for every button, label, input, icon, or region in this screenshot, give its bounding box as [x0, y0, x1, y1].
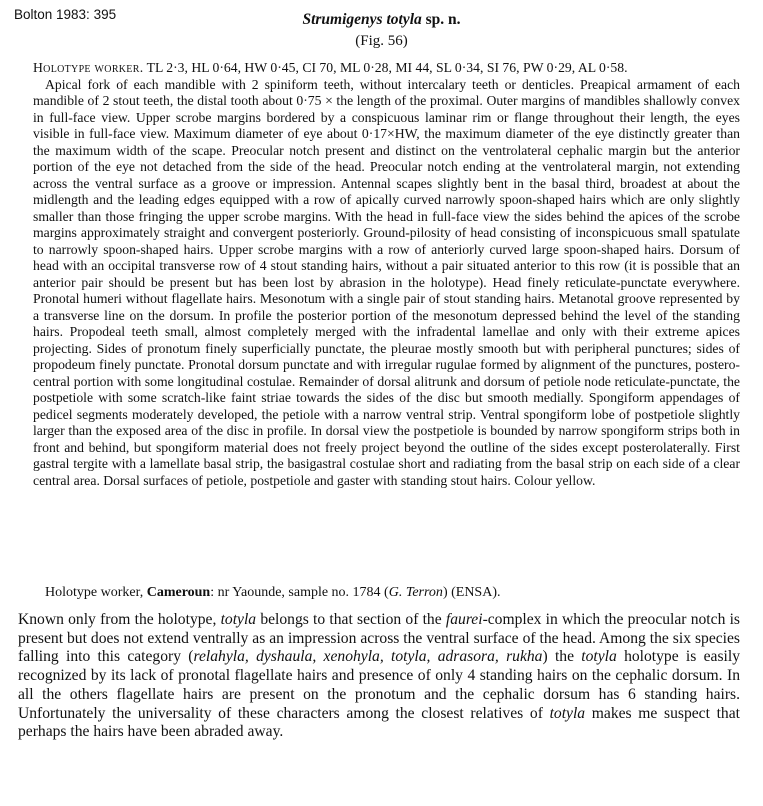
- discussion-text: holotype is easily recognized by its lack of pronotal flagellate hairs and presence of only 4 standing hairs on the cephalic dorsum. In all the others flagellate hairs are present on the pronotum and the cephalic dorsum has 6 standing hairs. Unfortunately the universality of these characters among the closest relatives of: [18, 648, 740, 722]
- holotype-prefix: Holotype worker,: [45, 585, 147, 600]
- discussion: [18, 611, 740, 742]
- holotype-collector: G. Terron: [388, 585, 443, 600]
- species-name: Strumigenys totyla: [302, 11, 422, 28]
- measurements-label: Holotype worker.: [33, 60, 144, 75]
- description-paragraph: Apical fork of each mandible with 2 spiniform teeth, without intercalary teeth or denticles. Preapical armament of each mandible of 2 stout teeth, the distal tooth about 0·75 × the length of the proximal. Outer margins of mandibles shallowly convex in full-face view. Upper scrobe margins bordered by a conspicuous laminar rim or flange throughout their length, the eyes visible in full-face view. Maximum diameter of eye about 0·17×HW, the maximum diameter of the eye distinctly greater than the maximum width of the scape. Preocular notch present and distinct on the ventrolateral cephalic margin but the anterior portion of the eye not detached from the side of the head. Preocular notch ending at the ventrolateral margin, not extending across the ventral surface as a groove or impression. Antennal scapes slightly bent in the basal third, broadest at about the midlength and the leading edges equipped with a row of apically curved narrowly spoon-shaped hairs which are only slightly smaller than those fringing the upper scrobe margins. With the head in full-face view the sides behind the apices of the scrobe margins approximately straight and convergent posteriorly. Ground-pilosity of head consisting of inconspicuous small spatulate to narrowly spoon-shaped hairs. Upper scrobe margins with a row of anteriorly curved large spoon-shaped hairs. Dorsum of head with an occipital transverse row of 4 stout standing hairs, without a pair situated anterior to this row (it is possible that an anterior pair should be present but has been lost by abrasion in the holotype). Head finely reticulate-punctate everywhere. Pronotal humeri without flagellate hairs. Mesonotum with a single pair of stout standing hairs. Metanotal groove represented by a transverse line on the dorsum. In profile the posterior portion of the mesonotum depressed behind the level of the standing hairs. Propodeal teeth small, almost completely merged with the infradental lamellae and only with their extreme apices projecting. Sides of pronotum finely superficially punctate, the pleurae mostly smooth but with peripheral punctures; sides of propodeum finely punctate. Pronotal dorsum punctate and with irregular rugulae formed by alignment of the punctures, postero-central portion with some longitudinal costulae. Remainder of dorsal alitrunk and dorsum of petiole node reticulate-punctate, the postpetiole with some scratch-like faint striae towards the sides of the disc but smooth medially. Spongiform appendages of pedicel segments moderately developed, the petiole with a narrow ventral strip. Ventral spongiform lobe of postpetiole slightly larger than the exposed area of the disc in profile. In dorsal view the postpetiole is bounded by narrow spongiform strips both in front and behind, but spongiform material does not freely project beyond the outline of the sides except posterolaterally. First gastral tergite with a lamellate basal strip, the basigastral costulae short and radiating from the basal strip on each side of a clear central area. Dorsal surfaces of petiole, postpetiole and gaster with standing stout hairs. Colour yellow.: [33, 76, 740, 488]
- species-epithet: totyla: [549, 704, 586, 722]
- holotype-country: Cameroun: [146, 585, 211, 600]
- measurements-values: TL 2·3, HL 0·64, HW 0·45, CI 70, ML 0·28, MI 44, SL 0·34, SI 76, PW 0·29, AL 0·58.: [143, 60, 628, 75]
- holotype-locality: : nr Yaounde, sample no. 1784 (: [210, 585, 389, 600]
- discussion-text: -complex in which the preocular notch is present but does not extend ventrally as an impression across the ventral surface of the head. Among the six species falling into this category (: [18, 611, 740, 666]
- figure-reference: (Fig. 56): [355, 33, 408, 49]
- discussion-text: makes me suspect that perhaps the hairs have been abraded away.: [18, 704, 740, 741]
- discussion-text: ) the: [542, 648, 582, 666]
- complex-name: faurei: [445, 611, 483, 628]
- discussion-text: Known only from the holotype,: [18, 611, 221, 628]
- measurements: [33, 60, 740, 77]
- species-list: relahyla, dyshaula, xenohyla, totyla, adrasora, rukha: [193, 648, 543, 666]
- discussion-text: belongs to that section of the: [256, 611, 446, 628]
- species-epithet: totyla: [220, 611, 257, 628]
- species-suffix: sp. n.: [421, 11, 461, 28]
- holotype-suffix: ) (ENSA).: [442, 585, 501, 600]
- citation: Bolton 1983: 395: [14, 7, 117, 22]
- holotype-data: [45, 585, 500, 601]
- species-epithet: totyla: [581, 648, 617, 666]
- description-block: [33, 60, 740, 489]
- discussion-paragraph: [18, 611, 740, 742]
- species-title: [0, 11, 763, 29]
